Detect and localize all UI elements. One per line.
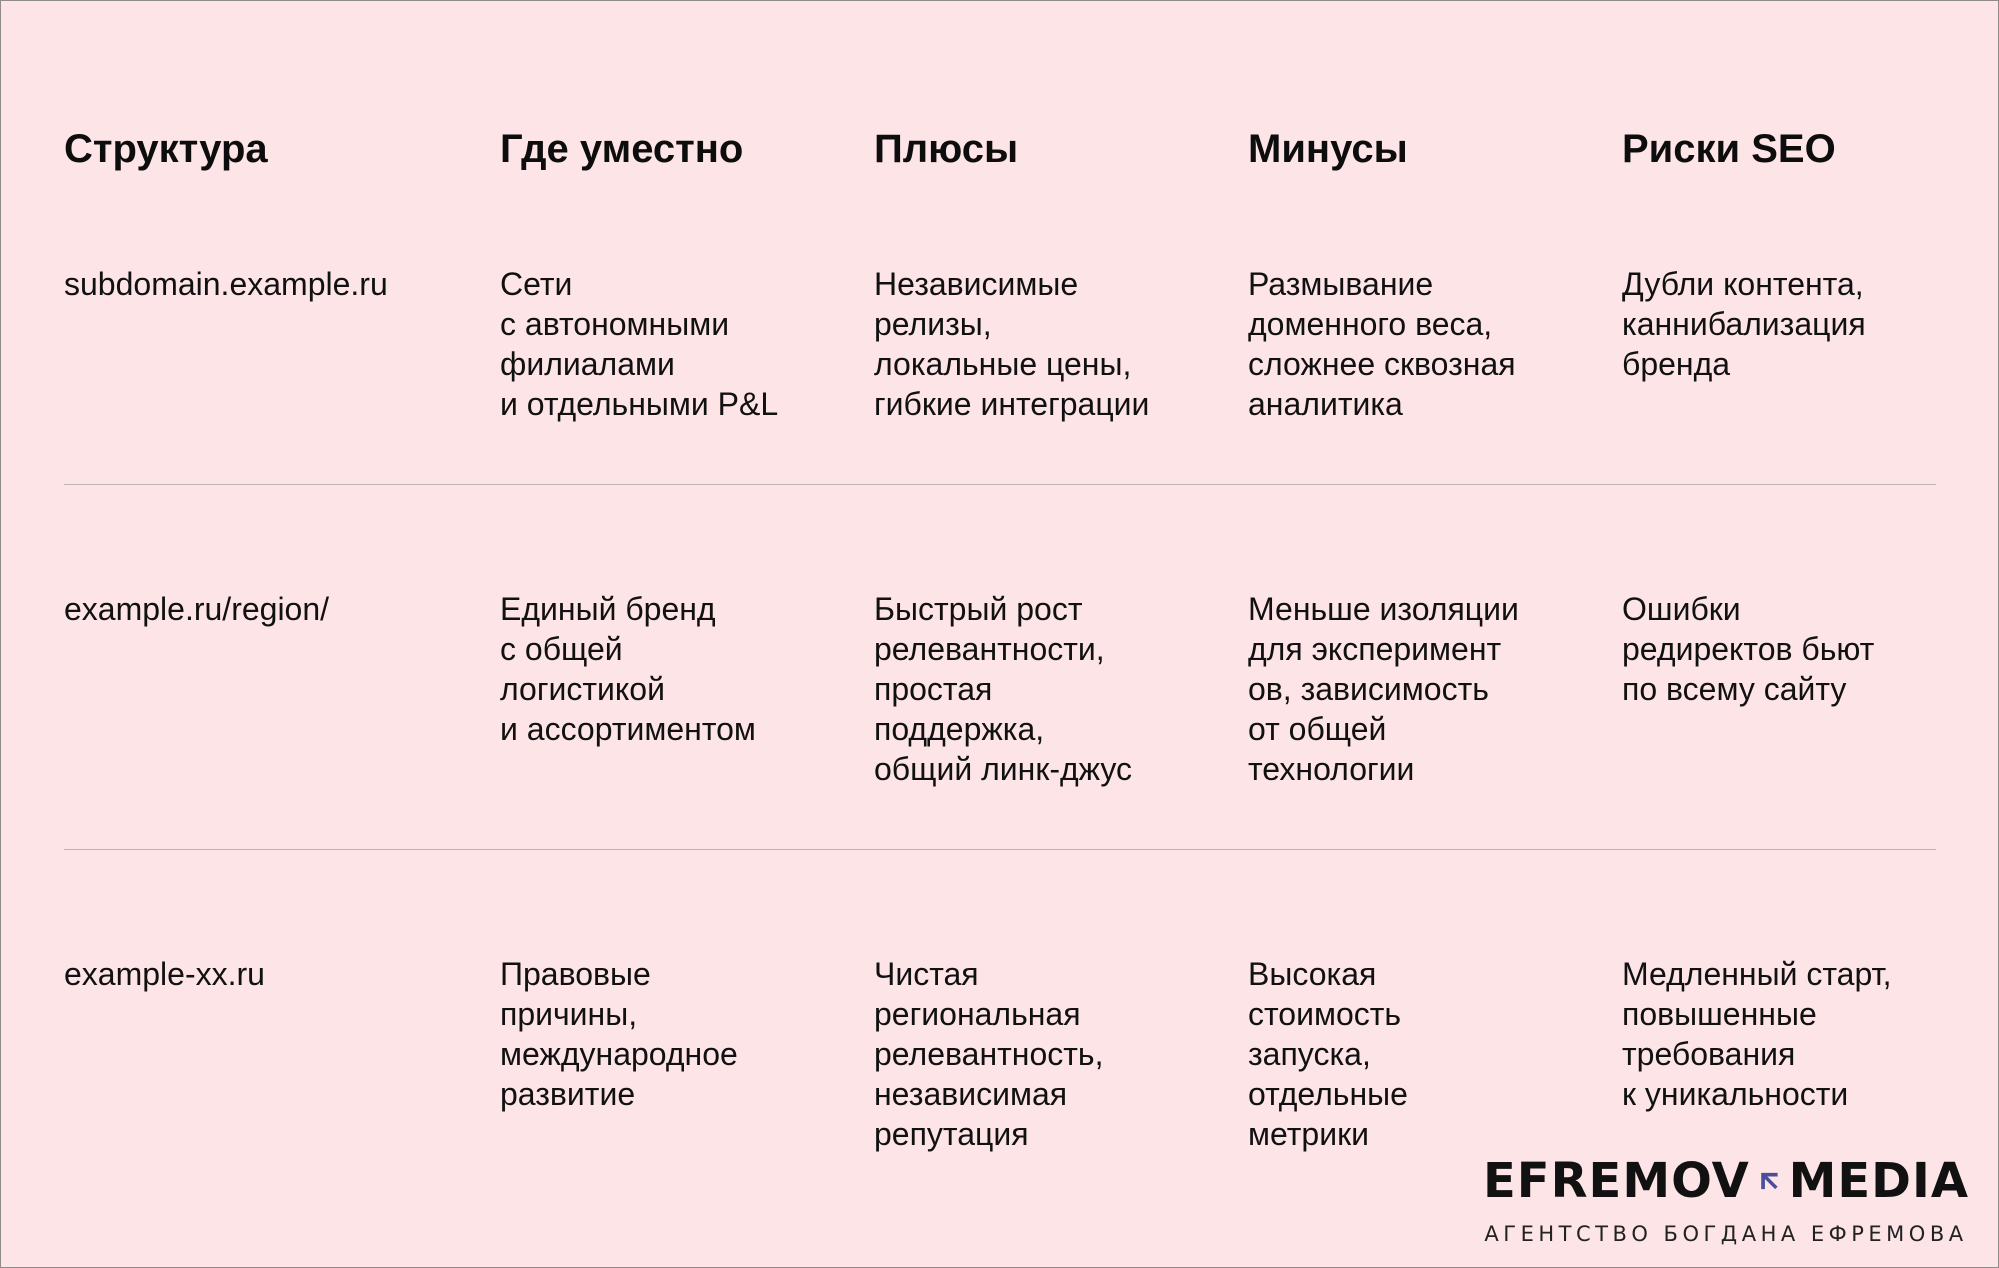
header-where: Где уместно [500,127,744,171]
cell-pros: Чистая региональная релевантность, независимая репутация [874,956,1104,1152]
cell-pros: Быстрый рост релевантности, простая поддержка, общий линк-джус [874,591,1133,787]
cell-cons: Высокая стоимость запуска, отдельные метрики [1248,956,1408,1152]
logo-right-word: MEDIA [1788,1153,1969,1209]
header-pros: Плюсы [874,127,1019,171]
cell-risks: Ошибки редиректов бьют по всему сайту [1622,591,1875,707]
cell-structure: subdomain.example.ru [64,266,388,302]
logo-wordmark [1483,1151,1969,1211]
cell-risks: Дубли контента, каннибализация бренда [1622,266,1866,382]
comparison-table [64,118,1936,1194]
header-structure: Структура [64,127,268,171]
header-cons: Минусы [1248,127,1408,171]
cell-where: Правовые причины, международное развитие [500,956,738,1112]
table-row [64,484,1936,849]
cell-where: Сети с автономными филиалами и отдельными P&L [500,266,779,422]
table-row [64,264,1936,454]
cell-structure: example-xx.ru [64,956,265,992]
arrow-up-left-icon [1760,1158,1779,1204]
cell-cons: Размывание доменного веса, сложнее сквозная аналитика [1248,266,1516,422]
cell-pros: Независимые релизы, локальные цены, гибкие интеграции [874,266,1150,422]
logo-left-word: EFREMOV [1483,1153,1750,1209]
table-row [64,849,1936,1194]
efremov-media-logo [1483,1151,1969,1246]
logo-subtitle: АГЕНТСТВО БОГДАНА ЕФРЕМОВА [1484,1222,1968,1246]
table-header-row [64,118,1936,180]
cell-risks: Медленный старт, повышенные требования к уникальности [1622,956,1892,1112]
cell-cons: Меньше изоляции для эксперимент ов, зависимость от общей технологии [1248,591,1519,787]
cell-where: Единый бренд с общей логистикой и ассортиментом [500,591,756,747]
header-risks: Риски SEO [1622,127,1836,171]
cell-structure: example.ru/region/ [64,591,330,627]
